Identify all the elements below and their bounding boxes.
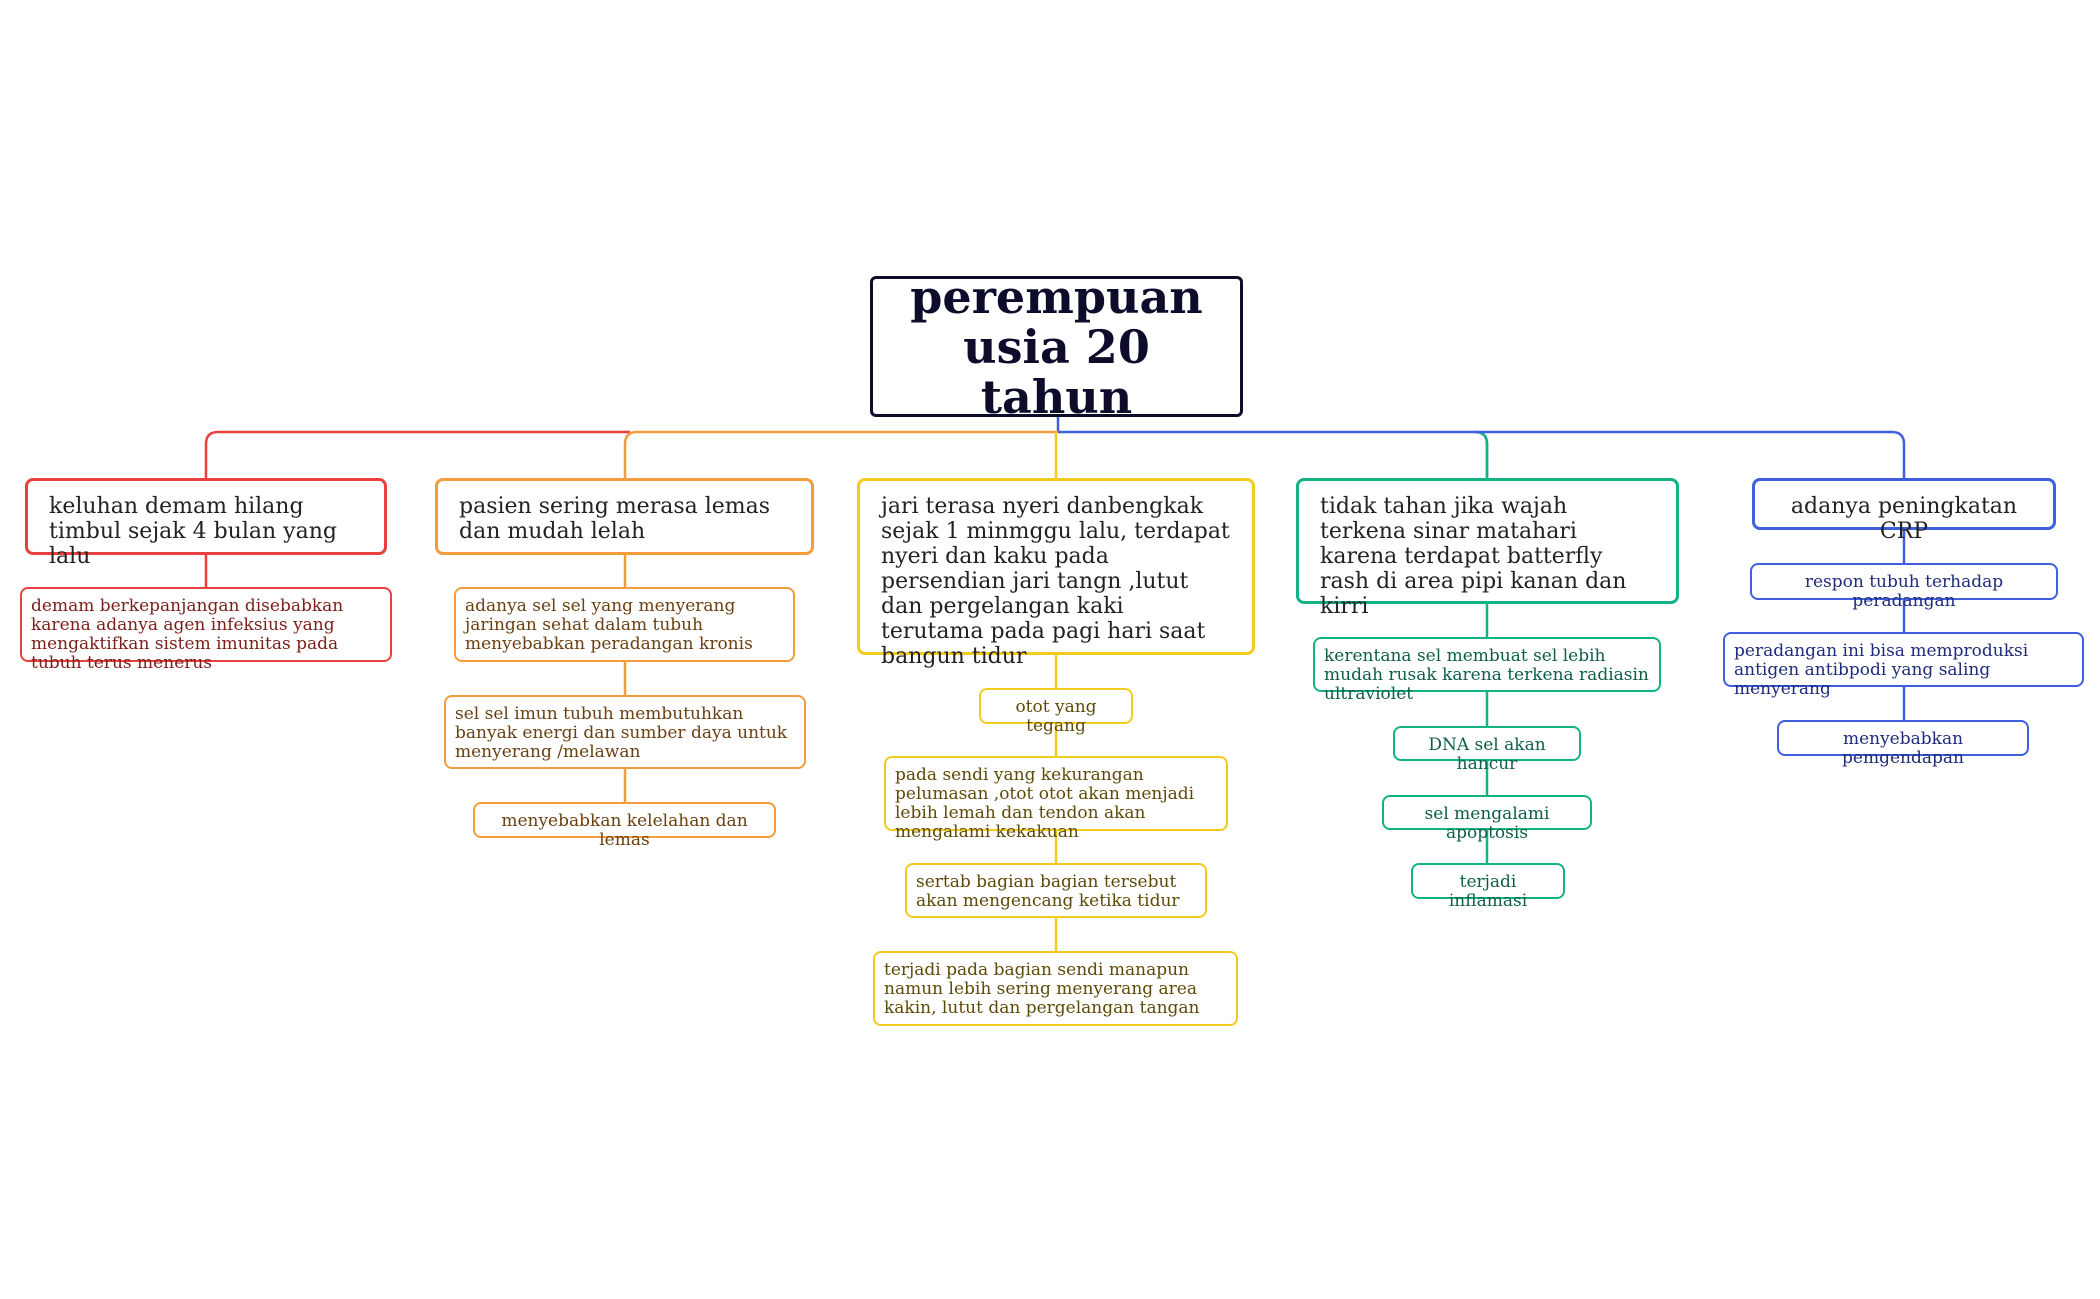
connector-bus-blue — [1475, 432, 1904, 478]
subnode-crp-3[interactable] — [1777, 720, 2029, 768]
connector-bus-green-leg — [1475, 432, 1487, 478]
subnode-label: peradangan ini bisa memproduksi antigen antibpodi yang saling menyerang — [1734, 641, 2029, 699]
connector-bus-red — [206, 432, 630, 478]
subnode-label: otot yang tegang — [1015, 697, 1097, 736]
subnode-label: kerentana sel membuat sel lebih mudah rusak karena terkena radiasin ultraviolet — [1324, 646, 1649, 704]
root-node[interactable] — [870, 269, 1243, 424]
subnode-joint-2[interactable] — [884, 756, 1228, 842]
subnode-label: adanya sel sel yang menyerang jaringan sehat dalam tubuh menyebabkan peradangan kronis — [465, 596, 753, 654]
subnode-rash-3[interactable] — [1382, 795, 1592, 843]
branch-node-crp[interactable] — [1752, 478, 2056, 544]
subnode-joint-1[interactable] — [979, 688, 1133, 736]
subnode-crp-2[interactable] — [1723, 632, 2084, 699]
subnode-rash-1[interactable] — [1313, 637, 1661, 704]
branch-label: pasien sering merasa lemas dan mudah lelah — [459, 494, 771, 544]
subnode-rash-4[interactable] — [1411, 863, 1565, 911]
subnode-crp-1[interactable] — [1750, 563, 2058, 611]
branch-label: tidak tahan jika wajah terkena sinar matahari karena terdapat batterfly rash di area pipi kanan dan kirri — [1320, 494, 1627, 619]
subnode-fatigue-1[interactable] — [454, 587, 795, 662]
subnode-label: DNA sel akan hancur — [1428, 735, 1546, 774]
subnode-label: pada sendi yang kekurangan pelumasan ,otot otot akan menjadi lebih lemah dan tendon akan mengalami kekakuan — [895, 765, 1195, 842]
subnode-label: sel sel imun tubuh membutuhkan banyak energi dan sumber daya untuk menyerang /melawan — [455, 704, 788, 762]
subnode-label: respon tubuh terhadap peradangan — [1804, 572, 2004, 611]
subnode-joint-3[interactable] — [905, 863, 1207, 918]
subnode-label: demam berkepanjangan disebabkan karena adanya agen infeksius yang mengaktifkan sistem imunitas pada tubuh terus menerus — [31, 596, 344, 673]
root-label: perempuan usia 20 tahun — [910, 269, 1203, 424]
branch-node-joint-pain[interactable] — [857, 478, 1255, 669]
subnode-fatigue-2[interactable] — [444, 695, 806, 769]
connector-bus-orange — [625, 432, 1058, 478]
subnode-fatigue-3[interactable] — [473, 802, 776, 850]
subnode-joint-4[interactable] — [873, 951, 1238, 1026]
subnode-label: menyebabkan pemgendapan — [1842, 729, 1964, 768]
subnode-label: terjadi pada bagian sendi manapun namun lebih sering menyerang area kakin, lutut dan pergelangan tangan — [884, 960, 1200, 1018]
subnode-fever-1[interactable] — [20, 587, 392, 673]
subnode-label: sel mengalami apoptosis — [1424, 804, 1550, 843]
branch-node-butterfly-rash[interactable] — [1296, 478, 1679, 619]
branch-label: keluhan demam hilang timbul sejak 4 bulan yang lalu — [49, 494, 337, 569]
branch-label: jari terasa nyeri danbengkak sejak 1 minmggu lalu, terdapat nyeri dan kaku pada persendian jari tangn ,lutut dan pergelangan kaki terutama pada pagi hari saat bangun tidur — [881, 494, 1230, 669]
connector-bus-green — [1058, 432, 1487, 478]
branch-node-fever[interactable] — [25, 478, 387, 569]
subnode-label: sertab bagian bagian tersebut akan mengencang ketika tidur — [916, 872, 1180, 911]
subnode-rash-2[interactable] — [1393, 726, 1581, 774]
branch-node-fatigue[interactable] — [435, 478, 814, 555]
branch-label: adanya peningkatan CRP — [1790, 494, 2018, 544]
subnode-label: menyebabkan kelelahan dan lemas — [501, 811, 748, 850]
subnode-label: terjadi inflamasi — [1448, 872, 1528, 911]
